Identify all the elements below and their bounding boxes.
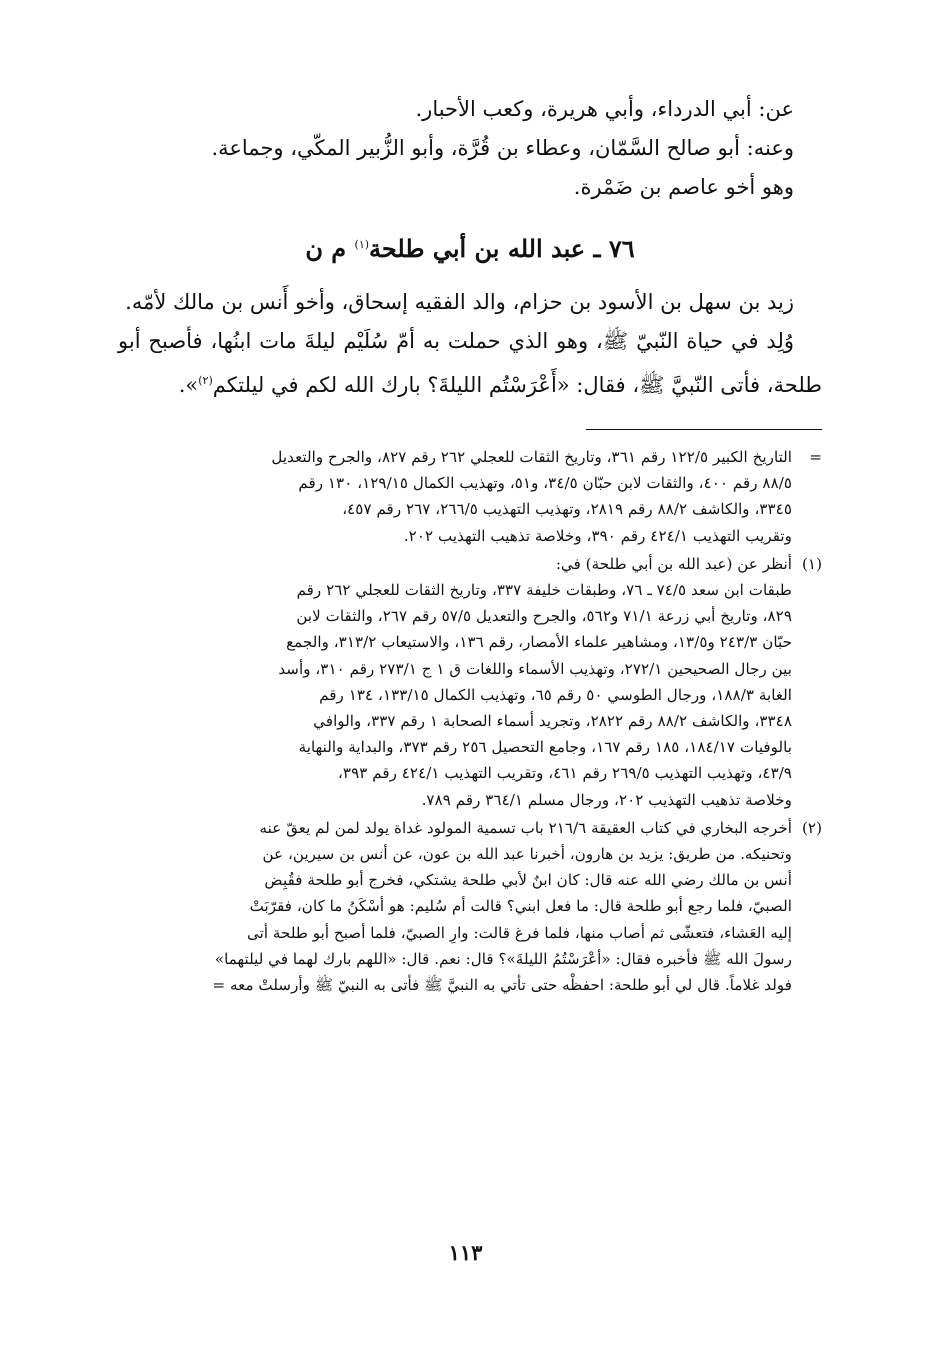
footnote-marker: (٢) (801, 818, 822, 837)
footnotes (118, 444, 822, 998)
paragraph-lineage: زيد بن سهل بن الأسود بن حزام، والد الفقيه إسحاق، وأخو أَنس بن مالك لأمّه. (125, 290, 794, 314)
footnote-line: ٨٨/٥ رقم ٤٠٠، والثقات لابن حبّان ٣٤/٥، و٥١، وتهذيب الكمال ١٢٩/١٥، ١٣٠ رقم (298, 474, 792, 493)
footnote-line: الصبيّ، فلما رجع أبو طلحة قال: ما فعل ابني؟ قالت أم سُليم: هو أسْكَنُ ما كان، فقرّبَتْ (249, 897, 792, 916)
footnote-text (118, 444, 792, 549)
footnote-line: وخلاصة تذهيب التهذيب ٢٠٢، ورجال مسلم ٣٦٤/١ رقم ٧٨٩. (421, 790, 792, 809)
footnote-line: فولد غلاماً. قال لي أبو طلحة: احفظْه حتى تأتي به النبيَّ ﷺ فأتى به النبيّ ﷺ وأرسلتْ معه = (212, 976, 792, 995)
footnote-line: بين رجال الصحيحين ٢٧٢/١، وتهذيب الأسماء واللغات ق ١ ج ٢٧٣/١ رقم ٣١٠، وأسد (278, 659, 792, 678)
paragraph-birth-footnote-ref: (٢) (198, 374, 213, 387)
main-text (118, 90, 822, 405)
entry-heading (118, 225, 822, 269)
footnote-line: التاريخ الكبير ١٢٢/٥ رقم ٣٦١، وتاريخ الثقات للعجلي ٢٦٢ رقم ٨٢٧، والجرح والتعديل (271, 448, 792, 466)
footnote-line: بالوفيات ١٨٤/١٧، ١٨٥ رقم ١٦٧، وجامع التحصيل ٢٥٦ رقم ٣٧٣، والبداية والنهاية (298, 738, 792, 757)
footnote-line: أخرجه البخاري في كتاب العقيقة ٢١٦/٦ باب تسمية المولود غداة يولد لمن لم يعقّ عنه (259, 818, 792, 837)
footnote-line: أنس بن مالك رضي الله عنه قال: كان ابنٌ لأبي طلحة يشتكي، فخرج أبو طلحة فقُبِض (264, 871, 792, 890)
page-number: ١١٣ (448, 1240, 483, 1265)
paragraph-birth-end: ». (178, 373, 199, 397)
paragraph-narrators-from: عن: أبي الدرداء، وأبي هريرة، وكعب الأحبار. (415, 97, 794, 121)
footnote-line: حبّان ٢٤٣/٣ و١٣/٥، ومشاهير علماء الأمصار، رقم ١٣٦، والاستيعاب ٣١٣/٢، والجمع (286, 633, 792, 652)
footnote-line: ٤٣/٩، وتهذيب التهذيب ٢٦٩/٥ رقم ٤٦١، وتقريب التهذيب ٤٢٤/١ رقم ٣٩٣، (338, 764, 792, 783)
paragraph-narrators-to: وعنه: أبو صالح السَّمّان، وعطاء بن قُرَّة، وأبو الزُّبير المكّي، وجماعة. (211, 136, 794, 160)
footnote-line: أنظر عن (عبد الله بن أبي طلحة) في: (555, 554, 792, 573)
footnote-text (118, 815, 792, 998)
paragraph-birth (118, 322, 822, 405)
footnote-line: وتقريب التهذيب ٤٢٤/١ رقم ٣٩٠، وخلاصة تذهيب التهذيب ٢٠٢. (403, 526, 792, 545)
footnote-2 (118, 815, 822, 998)
entry-heading-tag: م ن (305, 234, 355, 263)
entry-heading-footnote-ref: (١) (354, 238, 370, 251)
footnote-marker: (١) (801, 554, 822, 573)
paragraph-brother: وهو أخو عاصم بن ضَمْرة. (573, 175, 794, 199)
footnote-separator (586, 429, 822, 430)
footnote-line: ٣٣٤٨، والكاشف ٨٨/٢ رقم ٢٨٢٢، وتجريد أسماء الصحابة ١ رقم ٣٣٧، والوافي (313, 712, 792, 731)
footnote-line: الغابة ١٨٨/٣، ورجال الطوسي ٥٠ رقم ٦٥، وتهذيب الكمال ١٣٣/١٥، ١٣٤ رقم (319, 685, 792, 704)
entry-heading-title: ٧٦ ـ عبد الله بن أبي طلحة (369, 234, 635, 263)
footnote-line: ٣٣٤٥، والكاشف ٨٨/٢ رقم ٢٨١٩، وتهذيب التهذيب ٢٦٦/٥، ٢٦٧ رقم ٤٥٧، (342, 500, 792, 519)
footnote-line: وتحنيكه. من طريق: يزيد بن هارون، أخبرنا عبد الله بن عون، عن أنس بن سيرين، عن (262, 845, 792, 864)
footnote-line: رسولَ الله ﷺ فأخبره فقال: «أعْرَسْتُمُ الليلةَ»؟ قال: نعم. قال: «اللهم بارك لهما في ليلتهما» (214, 949, 792, 968)
footnote-marker: = (809, 448, 822, 466)
footnote-continued (118, 444, 822, 549)
footnote-1 (118, 551, 822, 813)
paragraph-birth-text: وُلِد في حياة النّبيّ ﷺ، وهو الذي حملت به أمّ سُلَيْم ليلةَ مات ابنُها، فأصبح أبو طلحة، فأتى النّبيَّ ﷺ، فقال: «أَعْرَسْتُم الليلةَ؟ بارك الله لكم في ليلتكم (118, 329, 822, 397)
page-body (118, 90, 822, 1000)
footnote-line: طبقات ابن سعد ٧٤/٥ ـ ٧٦، وطبقات خليفة ٣٣٧، وتاريخ الثقات للعجلي ٢٦٢ رقم (296, 581, 792, 600)
footnote-line: إليه العَشاء، فتعشّى ثم أصاب منها، فلما فرغ قالت: وارِ الصبيّ، فلما أصبح أبو طلحة أتى (246, 923, 792, 942)
footnote-line: ٨٢٩، وتاريخ أبي زرعة ٧١/١ و٥٦٢، والجرح والتعديل ٥٧/٥ رقم ٢٦٧، والثقات لابن (296, 607, 792, 626)
footnote-text (118, 551, 792, 813)
